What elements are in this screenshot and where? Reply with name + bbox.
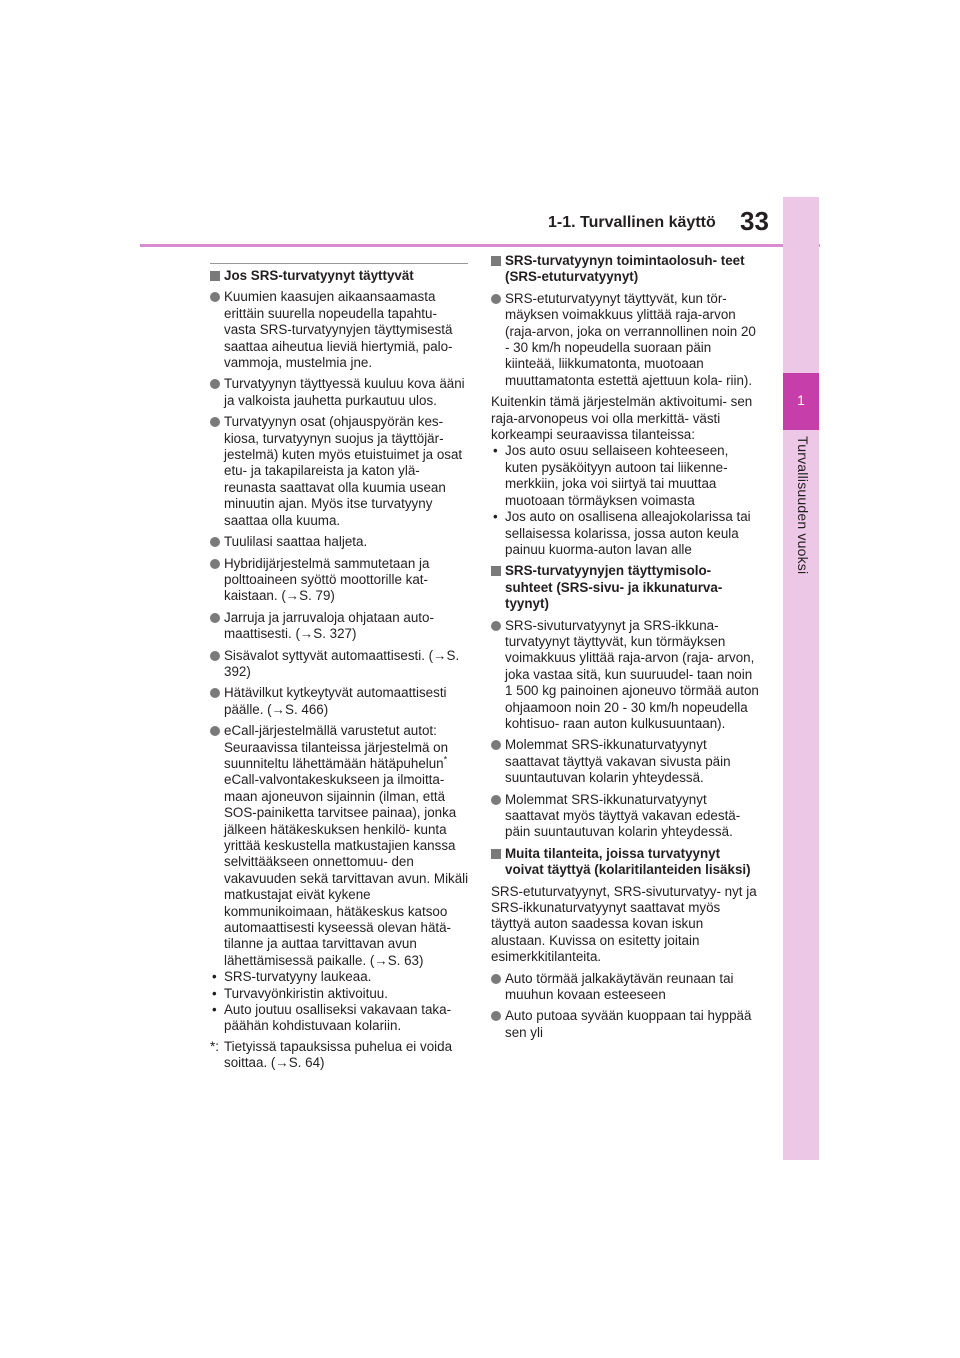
- side-tab-number: 1: [797, 392, 805, 408]
- sub-list-item-text: Turvavyönkiristin aktivoituu.: [224, 985, 388, 1001]
- circle-bullet-icon: [491, 621, 501, 631]
- footnote-mark: *:: [210, 1038, 219, 1054]
- circle-bullet-icon: [210, 379, 220, 389]
- ecall-text-pre: eCall-järjestelmällä varustetut autot: Seuraavissa tilanteissa järjestelmä on suunniteltu lähettämään hätäpuhelun: [224, 723, 449, 771]
- circle-bullet-icon: [491, 740, 501, 750]
- list-item-text: Auto törmää jalkakäytävän reunaan tai muuhun kovaan esteeseen: [505, 970, 734, 1003]
- footnote-reference: *: [443, 754, 448, 765]
- circle-bullet-icon: [210, 417, 220, 427]
- side-tab-label: Turvallisuuden vuoksi: [795, 436, 811, 575]
- sub-list-item-text: SRS-turvatyyny laukeaa.: [224, 969, 372, 985]
- sub-list-item-text: Jos auto on osallisena alleajokolarissa tai sellaisessa kolarissa, jossa auton keula painuu kuorma-auton lavan alle: [505, 509, 751, 557]
- section-heading: [210, 268, 470, 284]
- square-bullet-icon: [210, 271, 220, 281]
- list-item: [210, 685, 470, 718]
- side-tab: [783, 197, 819, 1160]
- list-item-text: Hybridijärjestelmä sammutetaan ja polttoaineen syöttö moottorille kat- kaistaan. (→S. 79): [224, 555, 430, 604]
- section-heading: [491, 846, 761, 879]
- circle-bullet-icon: [491, 294, 501, 304]
- list-item-text: SRS-etuturvatyynyt täyttyvät, kun tör- mäyksen voimakkuus ylittää raja-arvon (raja-arvon, joka on verrannollinen noin 20 - 30 km/h nopeudella suoraan päin kiinteää, liikkumatonta, muotoaan muuttamatonta estettä ajettuun kola- riin).: [505, 290, 756, 388]
- paragraph-text: SRS-etuturvatyynyt, SRS-sivuturvatyy- nyt ja SRS-ikkunaturvatyynyt saattavat myös täyttyä auton saadessa kovan iskun alustaan. Kuvissa on esitetty joitain esimerkkitilanteita.: [491, 883, 757, 965]
- dot-bullet-icon: •: [493, 509, 498, 525]
- list-item-text: SRS-sivuturvatyynyt ja SRS-ikkuna- turvatyynyt täyttyvät, kun törmäyksen voimakkuus ylittää raja-arvon (raja- arvon, joka vastaa sitä, kun suuruudel- taan noin 1 500 kg painoinen ajoneuvo törmää auton ohjaamoon noin 20 - 30 km/h nopeudella kohtisuo- raan auton kulkusuuntaan).: [505, 617, 759, 731]
- list-item-text: Auto putoaa syvään kuoppaan tai hyppää sen yli: [505, 1008, 752, 1040]
- list-item-text: Hätävilkut kytkeytyvät automaattisesti päälle. (→S. 466): [224, 685, 447, 717]
- sub-list-item: [491, 443, 761, 509]
- footnote: [210, 1039, 470, 1072]
- list-item: [491, 1008, 761, 1041]
- header-title: 1-1. Turvallinen käyttö: [548, 214, 716, 231]
- sub-list-item-text: Auto joutuu osalliseksi vakavaan taka- päähän kohdistuvaan kolariin.: [224, 1002, 452, 1034]
- list-item-text: Molemmat SRS-ikkunaturvatyynyt saattavat myös täyttyä vakavan edestä- päin suuntautuvan kolarin yhteydessä.: [505, 791, 741, 840]
- list-item: [491, 618, 761, 733]
- list-item: [491, 291, 761, 389]
- circle-bullet-icon: [210, 688, 220, 698]
- list-item: [491, 971, 761, 1004]
- circle-bullet-icon: [491, 1011, 501, 1021]
- list-item: [491, 792, 761, 841]
- dot-bullet-icon: •: [493, 443, 498, 459]
- list-item: [210, 648, 470, 681]
- circle-bullet-icon: [210, 537, 220, 547]
- dot-bullet-icon: •: [212, 985, 217, 1001]
- list-item: [210, 289, 470, 371]
- footnote-text: Tietyissä tapauksissa puhelua ei voida soittaa. (→S. 64): [224, 1038, 453, 1071]
- paragraph: [491, 394, 761, 443]
- list-item-text: Sisävalot syttyvät automaattisesti. (→S. 392): [224, 647, 460, 679]
- sub-list-item: [210, 1002, 470, 1035]
- heading-text: Jos SRS-turvatyynyt täyttyvät: [224, 268, 414, 283]
- list-item-text: Tuulilasi saattaa haljeta.: [224, 534, 368, 550]
- circle-bullet-icon: [491, 795, 501, 805]
- square-bullet-icon: [491, 566, 501, 576]
- page-number: 33: [740, 206, 769, 236]
- section-heading: [491, 253, 761, 286]
- sub-list-item: [210, 969, 470, 985]
- list-item-text: Turvatyynyn täyttyessä kuuluu kova ääni ja valkoista jauhetta purkautuu ulos.: [224, 376, 465, 408]
- paragraph: [491, 884, 761, 966]
- square-bullet-icon: [491, 849, 501, 859]
- circle-bullet-icon: [491, 974, 501, 984]
- list-item-text: Jarruja ja jarruvaloja ohjataan auto- maattisesti. (→S. 327): [224, 609, 434, 642]
- heading-text: SRS-turvatyynyn toimintaolosuh- teet (SRS-etuturvatyynyt): [505, 253, 745, 285]
- list-item-text: Molemmat SRS-ikkunaturvatyynyt saattavat täyttyä vakavan sivusta päin suuntautuvan kolarin yhteydessä.: [505, 737, 731, 786]
- sub-list-item-text: Jos auto osuu sellaiseen kohteeseen, kuten pysäköityyn autoon tai liikenne- merkkiin, joka voi siirtyä tai muuttaa muotoaan törmäyksen voimasta: [505, 443, 729, 508]
- dot-bullet-icon: •: [212, 969, 217, 985]
- list-item-text: Kuumien kaasujen aikaansaamasta erittäin suurella nopeudella tapahtu- vasta SRS-turvatyynyjen täyttymisestä saattaa aiheutua lieviä hiertymiä, palo- vammoja, mustelmia jne.: [224, 289, 453, 371]
- list-item-text: Turvatyynyn osat (ohjauspyörän kes- kiosa, turvatyynyn suojus ja täyttöjär- jestelmä) kuten myös etuistuimet ja osat etu- ja takapilareista ja katon ylä- reunasta saattavat olla kuumia usean minuutin ajan. Myös itse turvatyyny saattaa olla kuuma.: [224, 414, 463, 528]
- sub-list-item: [210, 986, 470, 1002]
- section-heading: [491, 563, 761, 612]
- paragraph-text: Kuitenkin tämä järjestelmän aktivoitumi- sen raja-arvonopeus voi olla merkittä- västi korkeampi seuraavissa tilanteissa:: [491, 394, 753, 443]
- circle-bullet-icon: [210, 292, 220, 302]
- sub-list-item: [491, 509, 761, 558]
- ecall-text-post: eCall-valvontakeskukseen ja ilmoitta- maan ajoneuvon sijainnin (ilman, että SOS-painiketta tarvitsee painaa), jonka jälkeen hätäkeskuksen henkilö- kunta yrittää keskustella matkustajien kanssa selvittääkseen onnettomuu- den vakavuuden sekä tarvittavan avun. Mikäli matkustajat eivät kykene kommunikoimaan, hätäkeskus katsoo automaattisesti kyseessä olevan hätä- tilanne ja auttaa tarvittavan avun lähettämisessä paikalle. (→S. 63): [224, 772, 469, 968]
- dot-bullet-icon: •: [212, 1002, 217, 1018]
- list-item-ecall: [210, 723, 470, 969]
- right-column: [491, 253, 761, 1046]
- section-divider: [210, 263, 468, 264]
- list-item: [210, 414, 470, 529]
- list-item: [491, 737, 761, 786]
- heading-text: SRS-turvatyynyjen täyttymisolo- suhteet (SRS-sivu- ja ikkunaturva- tyynyt): [505, 563, 723, 612]
- circle-bullet-icon: [210, 559, 220, 569]
- heading-text: Muita tilanteita, joissa turvatyynyt voivat täyttyä (kolaritilanteiden lisäksi): [505, 845, 751, 878]
- list-item: [210, 556, 470, 605]
- circle-bullet-icon: [210, 651, 220, 661]
- circle-bullet-icon: [210, 613, 220, 623]
- circle-bullet-icon: [210, 726, 220, 736]
- header-divider: [140, 244, 820, 247]
- left-column: [210, 268, 470, 1072]
- list-item: [210, 610, 470, 643]
- list-item: [210, 534, 470, 550]
- square-bullet-icon: [491, 256, 501, 266]
- list-item: [210, 376, 470, 409]
